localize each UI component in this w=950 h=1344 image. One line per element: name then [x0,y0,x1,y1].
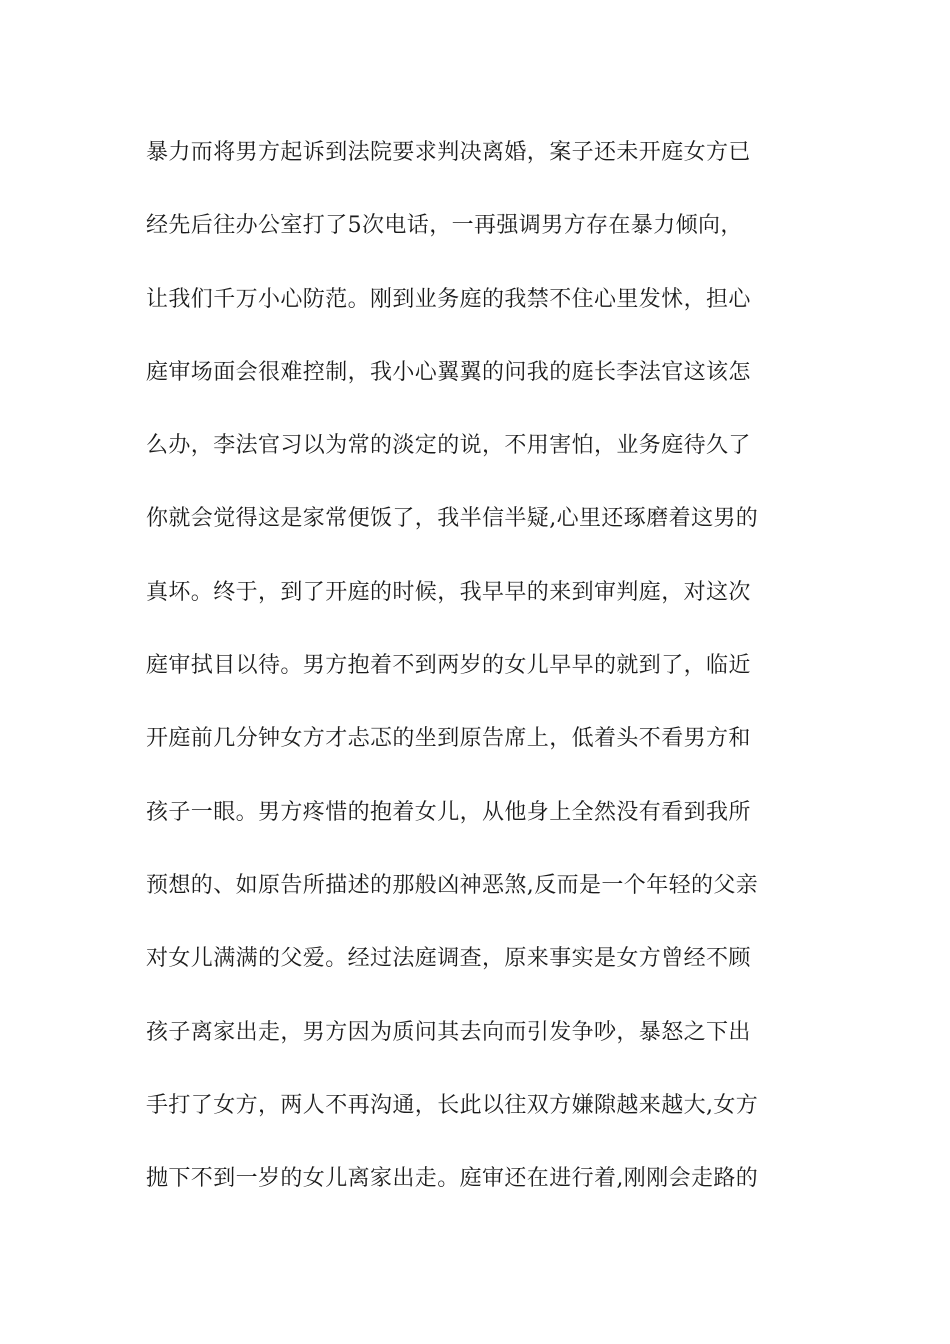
text-line: 对女儿满满的父爱。经过法庭调查，原来事实是女方曾经不顾 [146,946,751,972]
text-line: 真坏。终于，到了开庭的时候，我早早的来到审判庭，对这次 [146,579,751,605]
text-line: 开庭前几分钟女方才忐忑的坐到原告席上，低着头不看男方和 [146,726,751,752]
body-paragraph [146,128,806,1227]
text-line: 暴力而将男方起诉到法院要求判决离婚，案子还未开庭女方已 [146,140,751,165]
text-line: 手打了女方，两人不再沟通，长此以往双方嫌隙越来越大,女方 [146,1092,759,1118]
text-line: 孩子离家出走，男方因为质问其去向而引发争吵，暴怒之下出 [146,1019,751,1045]
text-line: 抛下不到一岁的女儿离家出走。庭审还在进行着,刚刚会走路的 [146,1166,759,1192]
text-line: 让我们千万小心防范。刚到业务庭的我禁不住心里发怵，担心 [146,286,751,312]
text-line: 经先后往办公室打了5次电话，一再强调男方存在暴力倾向， [146,213,743,239]
text-line: 庭审场面会很难控制，我小心翼翼的问我的庭长李法官这该怎 [146,359,751,385]
text-line: 庭审拭目以待。男方抱着不到两岁的女儿早早的就到了，临近 [146,653,751,679]
text-line: 么办，李法官习以为常的淡定的说，不用害怕，业务庭待久了 [146,433,751,459]
text-line: 孩子一眼。男方疼惜的抱着女儿，从他身上全然没有看到我所 [146,799,751,825]
text-line: 你就会觉得这是家常便饭了，我半信半疑,心里还琢磨着这男的 [146,506,759,532]
text-line: 预想的、如原告所描述的那般凶神恶煞,反而是一个年轻的父亲 [146,872,759,898]
